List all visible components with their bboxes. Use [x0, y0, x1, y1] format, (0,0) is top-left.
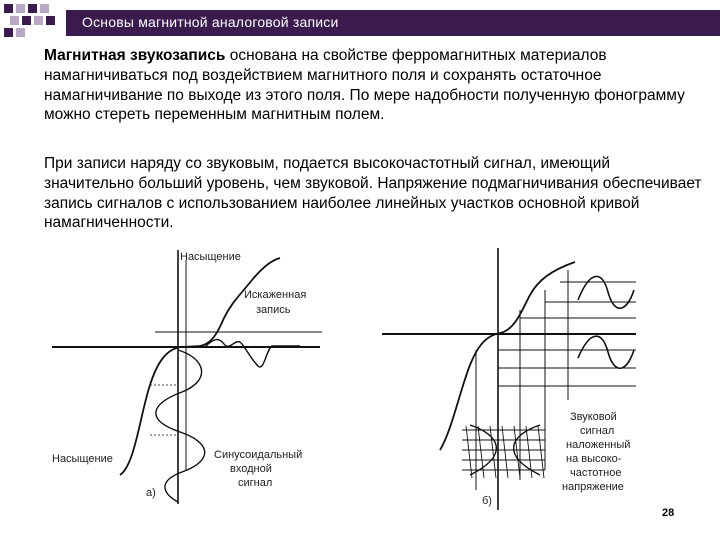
fig-b-sound-label-3: наложенный [566, 439, 631, 451]
title-bar [66, 10, 720, 36]
magnetization-diagrams [0, 240, 720, 540]
slide-title: Основы магнитной аналоговой записи [82, 14, 339, 30]
term-bold: Магнитная звукозапись [44, 47, 226, 64]
fig-a-sine-label-3: сигнал [238, 477, 273, 489]
fig-b-magnetization-curve [440, 262, 575, 450]
fig-b-output-sine-1 [578, 276, 634, 308]
fig-b-sound-label-2: сигнал [580, 425, 615, 437]
fig-a-input-sine [156, 350, 205, 502]
fig-a-label: а) [146, 487, 156, 499]
fig-a-sine-label-2: входной [230, 463, 272, 475]
paragraph-recording-principle [44, 46, 704, 125]
fig-b-sound-label-4: на высоко- [566, 453, 622, 465]
corner-decoration [0, 0, 70, 46]
fig-b-output-sine-2 [578, 336, 634, 368]
fig-a-sine-label-1: Синусоидальный [214, 449, 303, 461]
page-number: 28 [662, 507, 675, 519]
fig-b-label: б) [482, 495, 492, 507]
fig-b-sound-label-5: частотное [570, 467, 622, 479]
fig-b-sound-label-1: Звуковой [570, 411, 617, 423]
paragraph-rest: основана на свойстве ферромагнитных материалов намагничиваться под воздействием магнитного поля и сохранять остаточное намагничивание по выходе из этого поля. По мере надобности полученную фонограмму можно стереть переменным магнитным полем. [44, 47, 685, 124]
paragraph-bias: При записи наряду со звуковым, подается высокочастотный сигнал, имеющий значительно больший уровень, чем звуковой. Напряжение подмагничивания обеспечивает запись сигналов с использованием наиболее линейных участков основной кривой намагниченности. [44, 155, 702, 232]
fig-a-distorted-label-1: Искаженная [244, 289, 307, 301]
fig-a-distorted-label-2: запись [256, 304, 291, 316]
fig-b-sound-label-6: напряжение [562, 481, 624, 493]
fig-a-saturation-bottom-label: Насыщение [52, 453, 113, 465]
fig-a-distorted-waveform [205, 340, 300, 367]
fig-a-saturation-top-label: Насыщение [180, 251, 241, 263]
